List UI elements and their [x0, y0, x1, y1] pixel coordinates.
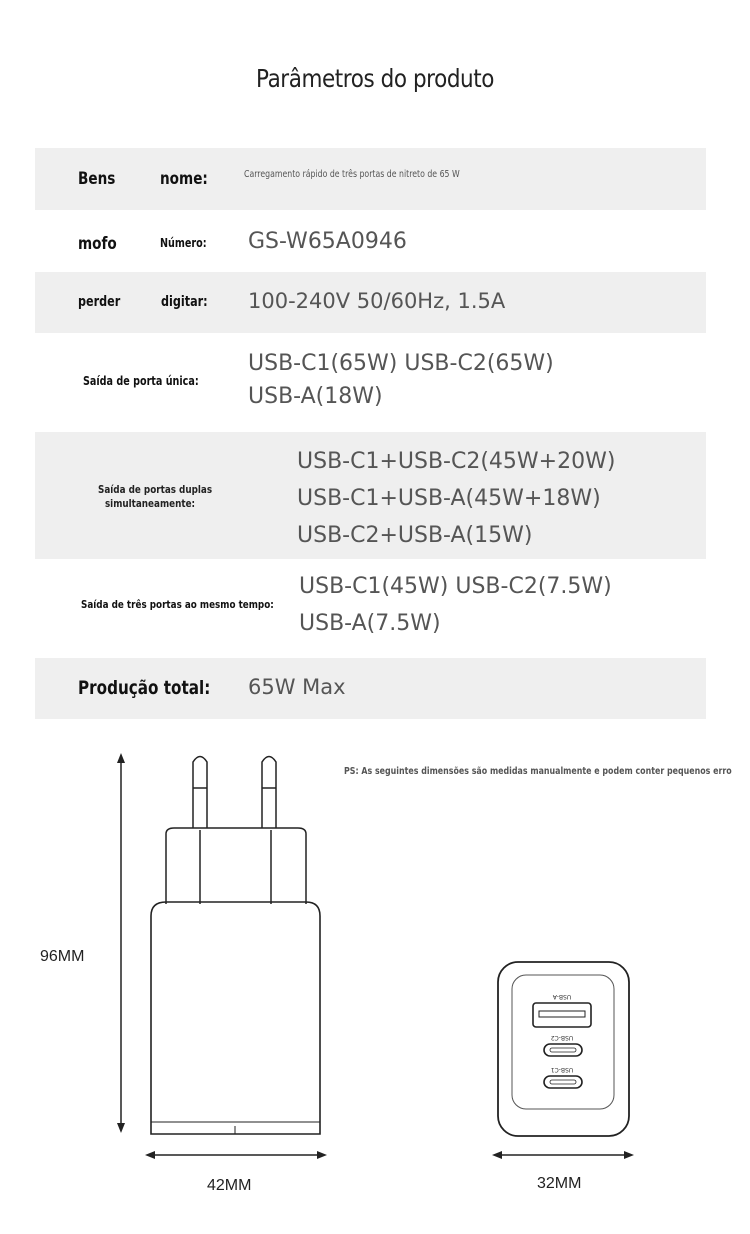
dual-port-line: USB-C1+USB-A(45W+18W) — [297, 486, 601, 511]
value-input: 100-240V 50/60Hz, 1.5A — [248, 289, 506, 313]
charger-side-view — [151, 902, 320, 1134]
label-single-port: Saída de porta única: — [83, 374, 199, 388]
label-lose: perder — [78, 294, 121, 310]
usb-a-label: USB-A — [552, 993, 572, 1000]
page-title: Parâmetros do produto — [255, 64, 494, 93]
height-dimension: 96MM — [40, 948, 85, 965]
label-name: nome: — [160, 169, 208, 189]
label-model: mofo — [78, 234, 117, 254]
value-model-number: GS-W65A0946 — [248, 229, 407, 254]
dual-port-label-line: Saída de portas duplas — [98, 483, 213, 496]
single-port-line: USB-A(18W) — [248, 384, 383, 409]
dual-port-line: USB-C1+USB-C2(45W+20W) — [297, 449, 616, 474]
usb-c2-label: USB-C2 — [550, 1034, 574, 1041]
front-width-dimension: 32MM — [537, 1175, 582, 1192]
value-total-output: 65W Max — [248, 675, 346, 699]
label-total-output: Produção total: — [78, 677, 211, 699]
single-port-line: USB-C1(65W) USB-C2(65W) — [248, 351, 554, 376]
plug-pins — [193, 757, 276, 829]
dual-port-line: USB-C2+USB-A(15W) — [297, 523, 533, 548]
triple-port-line: USB-C1(45W) USB-C2(7.5W) — [299, 574, 612, 599]
usb-c1-label: USB-C1 — [550, 1066, 574, 1073]
label-goods: Bens — [78, 169, 116, 189]
label-triple-port: Saída de três portas ao mesmo tempo: — [81, 598, 274, 611]
measurement-note: PS: As seguintes dimensões são medidas manualmente e podem conter pequenos erro — [344, 766, 732, 777]
value-goods-name: Carregamento rápido de três portas de nitreto de 65 W — [244, 169, 460, 180]
side-width-dimension: 42MM — [207, 1177, 252, 1194]
dual-port-label-line: simultaneamente: — [104, 497, 196, 510]
plug-base — [166, 828, 306, 904]
label-type: digitar: — [161, 294, 208, 310]
usb-a-port-icon — [533, 1003, 591, 1027]
label-number: Número: — [160, 236, 207, 250]
triple-port-line: USB-A(7.5W) — [299, 611, 441, 636]
